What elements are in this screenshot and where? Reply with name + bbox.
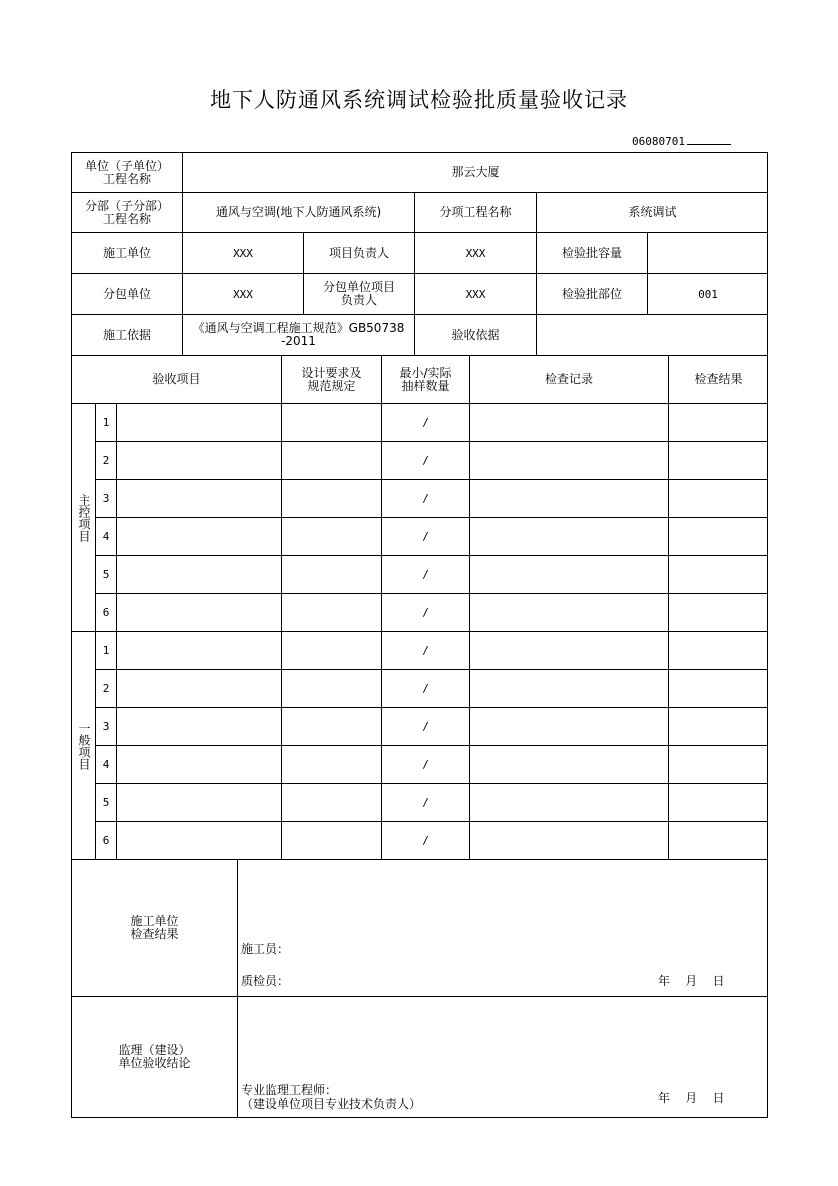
sub-contractor-value: XXX bbox=[233, 287, 253, 301]
column-header-sample-line1: 最小/实际 bbox=[399, 365, 452, 380]
item-project-value: 系统调试 bbox=[628, 205, 677, 219]
form-code-value: 06080701 bbox=[632, 135, 685, 148]
column-header-result: 检查结果 bbox=[694, 372, 743, 386]
page-title: 地下人防通风系统调试检验批质量验收记录 bbox=[210, 88, 628, 112]
batch-part-label: 检验批部位 bbox=[561, 286, 622, 301]
construction-basis-line1: 《通风与空调工程施工规范》GB50738 bbox=[192, 321, 405, 335]
sub-project-label-line2: 工程名称 bbox=[102, 211, 151, 226]
general-row-sample: / bbox=[422, 758, 429, 771]
construction-basis-value bbox=[183, 315, 414, 355]
column-header-design-line1: 设计要求及 bbox=[301, 365, 362, 380]
form-code-underline bbox=[687, 134, 731, 145]
acceptance-basis-label: 验收依据 bbox=[451, 327, 500, 342]
contractor-label: 施工单位 bbox=[102, 245, 151, 260]
general-group-text: 一般项目 bbox=[77, 721, 91, 770]
batch-part-value: 001 bbox=[698, 287, 718, 301]
general-row-number: 5 bbox=[102, 796, 110, 809]
form-code bbox=[632, 134, 731, 148]
unit-name-label-line1: 单位（子单位） bbox=[84, 158, 169, 173]
supervisor-date-label: 年 月 日 bbox=[658, 1091, 725, 1105]
contractor-check-label bbox=[72, 860, 237, 996]
column-header-design-line2: 规范规定 bbox=[307, 378, 356, 393]
unit-name-value: 那云大厦 bbox=[451, 165, 500, 179]
sub-contractor-manager-label bbox=[304, 274, 414, 314]
sub-project-label bbox=[72, 193, 182, 232]
main-row-number: 5 bbox=[102, 568, 110, 581]
project-manager-label: 项目负责人 bbox=[328, 245, 389, 260]
general-row-number: 4 bbox=[102, 758, 110, 771]
general-row-number: 1 bbox=[102, 644, 110, 657]
item-project-label: 分项工程名称 bbox=[439, 205, 512, 219]
supervisor-conclusion-label-line1: 监理（建设） bbox=[118, 1043, 191, 1057]
main-row-sample: / bbox=[422, 454, 429, 467]
constructor-signature-label: 施工员： bbox=[241, 942, 290, 956]
project-manager-value: XXX bbox=[465, 246, 486, 260]
column-header-item: 验收项目 bbox=[152, 372, 201, 386]
general-row-sample: / bbox=[422, 682, 429, 695]
main-row-number: 2 bbox=[102, 454, 110, 467]
supervising-engineer-label: 专业监理工程师： bbox=[241, 1083, 338, 1097]
general-row-sample: / bbox=[422, 796, 429, 809]
general-row-number: 6 bbox=[102, 834, 110, 847]
unit-name-label-line2: 工程名称 bbox=[102, 171, 151, 186]
main-row-sample: / bbox=[422, 416, 429, 429]
unit-name-label bbox=[72, 153, 182, 192]
acceptance-basis-value bbox=[537, 315, 768, 355]
main-row-sample: / bbox=[422, 530, 429, 543]
column-header-record: 检查记录 bbox=[544, 372, 593, 386]
general-row-sample: / bbox=[422, 644, 429, 657]
construction-basis-label: 施工依据 bbox=[102, 327, 151, 342]
supervisor-conclusion-label bbox=[72, 997, 237, 1117]
sub-contractor-label: 分包单位 bbox=[102, 286, 151, 301]
main-row-sample: / bbox=[422, 492, 429, 505]
contractor-date-label: 年 月 日 bbox=[658, 974, 725, 988]
contractor-check-label-line1: 施工单位 bbox=[130, 914, 179, 928]
sub-contractor-manager-label-line2: 负责人 bbox=[340, 293, 377, 307]
supervising-engineer-note: （建设单位项目专业技术负责人） bbox=[241, 1097, 422, 1111]
contractor-value: XXX bbox=[233, 246, 253, 260]
supervisor-conclusion-label-line2: 单位验收结论 bbox=[118, 1056, 191, 1070]
construction-basis-line2: -2011 bbox=[281, 334, 316, 348]
general-row-number: 2 bbox=[102, 682, 110, 695]
inspector-signature-label: 质检员： bbox=[241, 974, 290, 988]
main-row-sample: / bbox=[422, 568, 429, 581]
batch-capacity-value bbox=[648, 233, 768, 273]
general-row-sample: / bbox=[422, 720, 429, 733]
general-row-sample: / bbox=[422, 834, 429, 847]
general-row-number: 3 bbox=[102, 720, 110, 733]
batch-capacity-label: 检验批容量 bbox=[561, 245, 622, 260]
main-row-sample: / bbox=[422, 606, 429, 619]
sub-project-value: 通风与空调(地下人防通风系统) bbox=[215, 205, 382, 219]
sub-project-label-line1: 分部（子分部） bbox=[84, 198, 169, 213]
contractor-check-label-line2: 检查结果 bbox=[130, 927, 179, 941]
main-control-group-text: 主控项目 bbox=[77, 493, 91, 542]
column-header-design bbox=[282, 356, 381, 403]
main-row-number: 6 bbox=[102, 606, 110, 619]
sub-contractor-manager-value: XXX bbox=[465, 287, 486, 301]
sub-contractor-manager-label-line1: 分包单位项目 bbox=[322, 280, 395, 294]
main-row-number: 3 bbox=[102, 492, 110, 505]
main-row-number: 4 bbox=[102, 530, 110, 543]
column-header-sample bbox=[382, 356, 469, 403]
column-header-sample-line2: 抽样数量 bbox=[401, 378, 450, 393]
main-control-group-label bbox=[72, 404, 95, 631]
general-group-label bbox=[72, 632, 95, 859]
main-row-number: 1 bbox=[102, 416, 110, 429]
